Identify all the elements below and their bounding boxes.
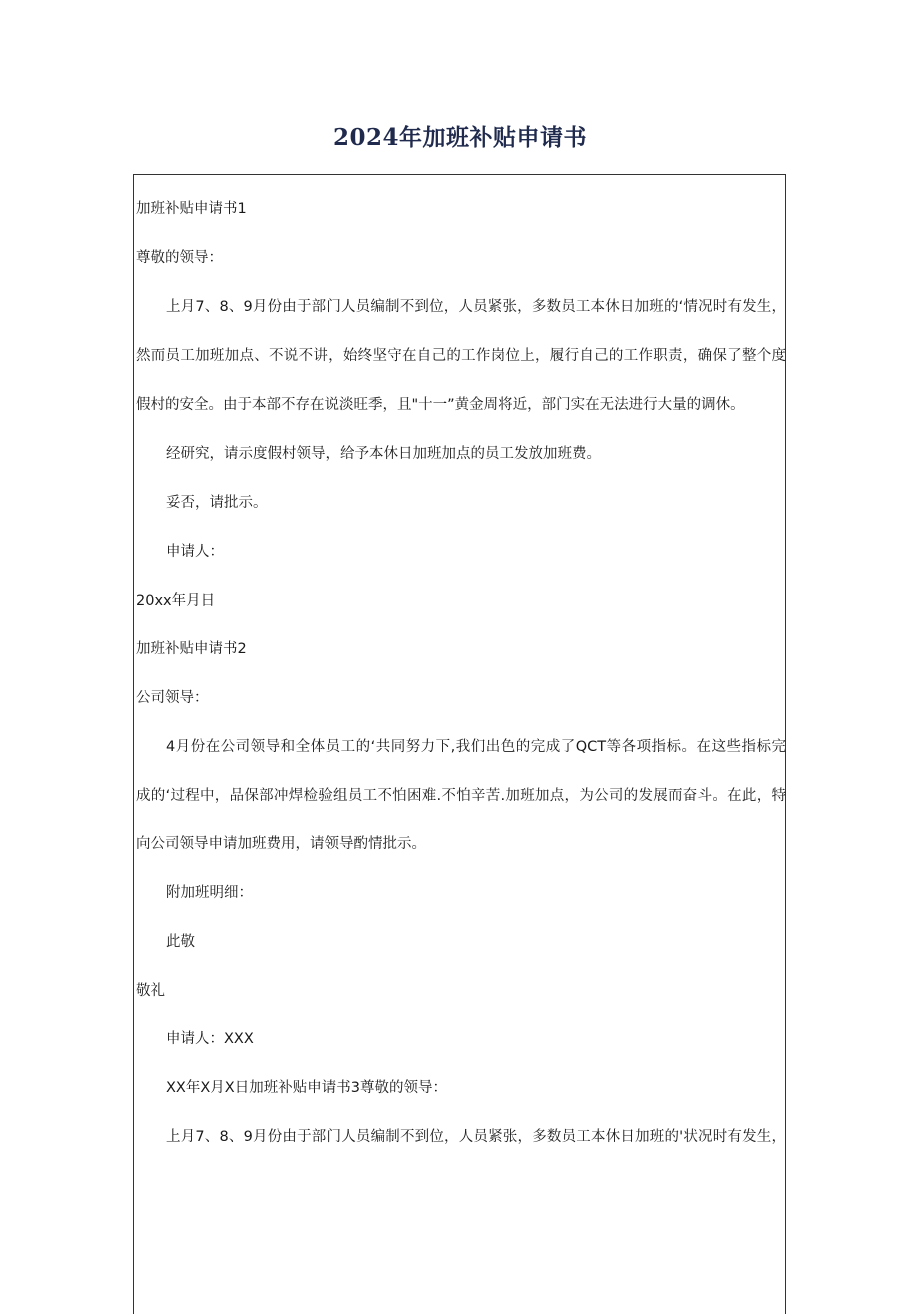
salutation-2: 公司领导： <box>136 690 209 706</box>
paragraph-line: 假村的安全。由于本部不存在说淡旺季，且"十一”黄金周将近，部门实在无法进行大量的调休。 <box>136 397 745 413</box>
paragraph-line: 上月7、8、9月份由于部门人员编制不到位，人员紧张，多数员工本休日加班的'状况时有发生， <box>166 1129 786 1145</box>
page-title: 2024年加班补贴申请书 <box>332 124 587 151</box>
date-line: 20xx年月日 <box>136 593 216 609</box>
section-heading-1: 加班补贴申请书1 <box>136 201 247 217</box>
paragraph-line: 向公司领导申请加班费用，请领导酌情批示。 <box>136 836 426 852</box>
attachment-label: 附加班明细： <box>166 885 253 901</box>
section-heading-2: 加班补贴申请书2 <box>136 641 247 657</box>
applicant-label: 申请人： <box>166 544 224 560</box>
closing-salute: 敬礼 <box>136 983 165 999</box>
paragraph-line: 妥否，请批示。 <box>166 495 268 511</box>
paragraph-line: 然而员工加班加点、不说不讲，始终坚守在自己的工作岗位上，履行自己的工作职责，确保了整个度 <box>136 348 786 364</box>
paragraph-line: 经研究，请示度假村领导，给予本休日加班加点的员工发放加班费。 <box>166 446 601 462</box>
salutation-1: 尊敬的领导： <box>136 250 223 266</box>
paragraph-line: 4月份在公司领导和全体员工的‘共同努力下,我们出色的完成了QCT等各项指标。在这些指标完 <box>166 739 786 755</box>
closing-line: 此敬 <box>166 934 195 950</box>
section-heading-3: XX年X月X日加班补贴申请书3尊敬的领导： <box>166 1080 447 1096</box>
paragraph-line: 上月7、8、9月份由于部门人员编制不到位，人员紧张，多数员工本休日加班的‘情况时有发生， <box>166 299 786 315</box>
paragraph-line: 成的‘过程中，品保部冲焊检验组员工不怕困难.不怕辛苦.加班加点，为公司的发展而奋斗。在此，特 <box>136 788 786 804</box>
applicant-line: 申请人：XXX <box>166 1031 254 1047</box>
